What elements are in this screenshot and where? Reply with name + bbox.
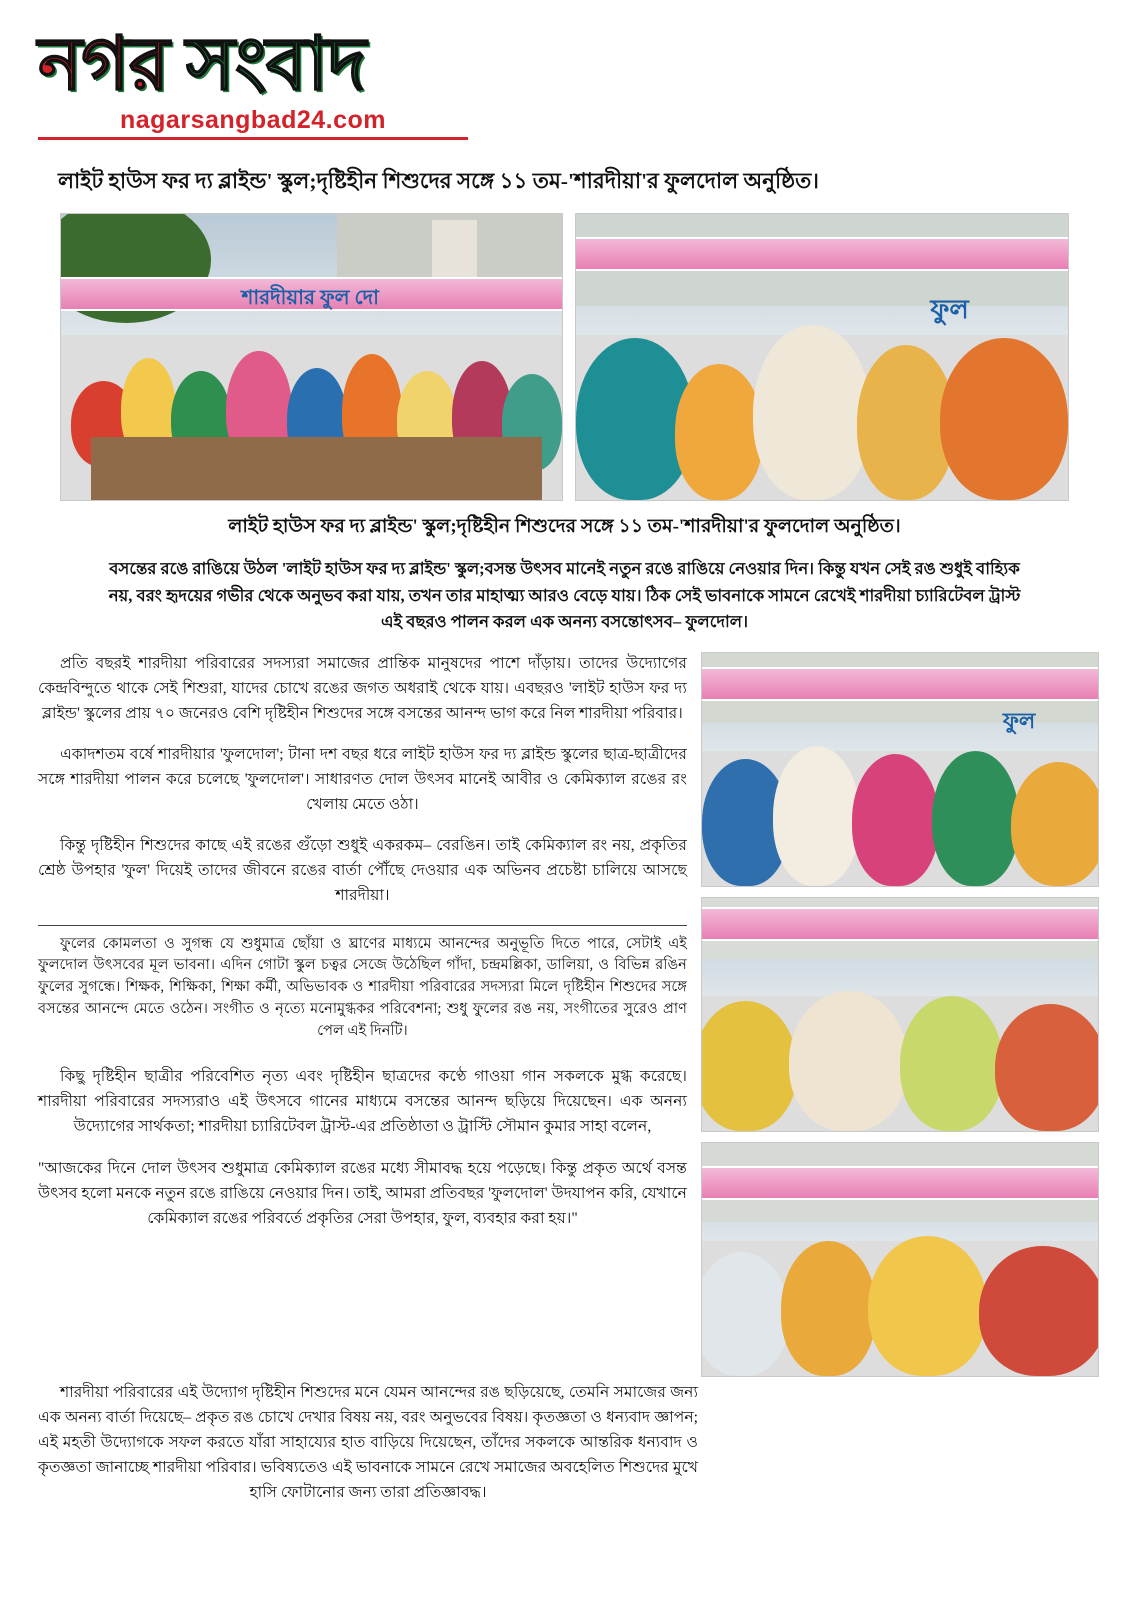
- photo-banner: [576, 237, 1068, 271]
- crowd-figure: [852, 754, 939, 886]
- site-url[interactable]: nagarsangbad24.com: [119, 106, 387, 135]
- masthead: [38, 18, 508, 140]
- photo-crowd: [61, 335, 562, 501]
- photo-crowd: [576, 335, 1068, 501]
- crowd-figure: [979, 1246, 1099, 1376]
- crowd-figure: [773, 746, 860, 887]
- crowd-figure: [789, 991, 908, 1132]
- photo-banner: [702, 667, 1098, 701]
- crowd-figure: [940, 338, 1068, 501]
- paragraph: একাদশতম বর্ষে শারদীয়ার 'ফুলদোল'; টানা দশ বছর ধরে লাইট হাউস ফর দ্য ব্লাইন্ড স্কুলের ছাত্র-ছাত্রীদের সঙ্গে শারদীয়া পালন করে চলেছে 'ফুলদোল'। সাধারণত দোল উৎসব মানেই আবীর ও কেমিক্যাল রঙের রং খেলায় মেতে ওঠা।: [38, 745, 687, 813]
- photo-caption: লাইট হাউস ফর দ্য ব্লাইন্ড' স্কুল;দৃষ্টিহীন শিশুদের সঙ্গে ১১ তম-'শারদীয়া'র ফুলদোল অনুষ্ঠিত।: [228, 516, 901, 538]
- photo-crowd: [702, 751, 1098, 886]
- photo-banner-text: শারদীয়ার ফুল দো: [241, 287, 379, 310]
- section-divider: [38, 925, 687, 926]
- photo-banner: [702, 907, 1098, 941]
- crowd-figure-main: [868, 1236, 987, 1377]
- crowd-figure: [1011, 762, 1099, 886]
- crowd-figure-main: [753, 325, 871, 501]
- crowd-figure: [781, 1241, 876, 1376]
- crowd-ground: [91, 437, 542, 501]
- paragraph: কিন্তু দৃষ্টিহীন শিশুদের কাছে এই রঙের গুঁড়ো শুধুই একরকম– বেরঙিন। তাই কেমিক্যাল রং নয়, প্রকৃতির শ্রেষ্ঠ উপহার 'ফুল' দিয়েই তাদের জীবনে রঙের বার্তা পৌঁছে দেওয়ার এক অভিনব প্রচেষ্টা চালিয়ে আসছে শারদীয়া।: [38, 836, 687, 904]
- crowd-figure: [701, 1252, 789, 1376]
- article-body: [30, 652, 1099, 1377]
- crowd-figure: [932, 751, 1019, 886]
- photo-side-1: [701, 652, 1099, 887]
- closing-text: [38, 1381, 698, 1506]
- pull-quote: "আজকের দিনে দোল উৎসব শুধুমাত্র কেমিক্যাল রঙের মধ্যে সীমাবদ্ধ হয়ে পড়েছে। কিন্তু প্রকৃত অর্থে বসন্ত উৎসব হলো মনকে নতুন রঙে রাঙিয়ে নেওয়ার দিন। তাই, আমরা প্রতিবছর 'ফুলদোল' উদযাপন করি, যেখানে কেমিক্যাল রঙের পরিবর্তে প্রকৃতির সেরা উপহার, ফুল, ব্যবহার করা হয়।": [38, 1159, 687, 1228]
- page-title: লাইট হাউস ফর দ্য ব্লাইন্ড' স্কুল;দৃষ্টিহীন শিশুদের সঙ্গে ১১ তম-'শারদীয়া'র ফুলদোল অনুষ্ঠিত।: [58, 169, 819, 194]
- paragraph: প্রতি বছরই শারদীয়া পরিবারের সদস্যরা সমাজের প্রান্তিক মানুষদের পাশে দাঁড়ায়। তাদের উদ্যোগের কেন্দ্রবিন্দুতে থাকে সেই শিশুরা, যাদের চোখে রঙের জগত অধরাই থেকে যায়। এবছরও 'লাইট হাউস ফর দ্য ব্লাইন্ড' স্কুলের প্রায় ৭০ জনেরও বেশি দৃষ্টিহীন শিশুদের সঙ্গে বসন্তের আনন্দ ভাগ করে নিল শারদীয়া পরিবার।: [38, 655, 687, 722]
- photo-top-right: [575, 213, 1069, 501]
- photo-crowd: [702, 996, 1098, 1131]
- photo-side-3: [701, 1142, 1099, 1377]
- paragraph: ফুলের কোমলতা ও সুগন্ধ যে শুধুমাত্র ছোঁয়া ও ঘ্রাণের মাধ্যমে আনন্দের অনুভূতি দিতে পারে, সেটাই এই ফুলদোল উৎসবের মূল ভাবনা। এদিন গোটা স্কুল চত্বর সেজে উঠেছিল গাঁদা, চন্দ্রমল্লিকা, ডালিয়া, ও বিভিন্ন রঙিন ফুলের সুগন্ধে। শিক্ষক, শিক্ষিকা, শিক্ষা কর্মী, অভিভাবক ও শারদীয়া পরিবারের সদস্যরা মিলে দৃষ্টিহীন শিশুদের সঙ্গে বসন্তের আনন্দে মেতে ওঠেন। সংগীত ও নৃত্যে মনোমুগ্ধকর পরিবেশনা; শুধু ফুলের রঙ নয়, সংগীতের সুরেও প্রাণ পেল এই দিনটি।: [38, 935, 687, 1040]
- crowd-figure: [995, 1004, 1099, 1131]
- photo-banner-text: ফুল: [1002, 708, 1036, 734]
- crowd-figure: [701, 1001, 797, 1131]
- logo-word-2: সংবাদ: [185, 24, 366, 106]
- photo-banner-text: ফুল: [930, 294, 969, 324]
- side-photo-column: [701, 652, 1099, 1377]
- lead-paragraph: বসন্তের রঙে রাঙিয়ে উঠল 'লাইট হাউস ফর দ্য ব্লাইন্ড' স্কুল;বসন্ত উৎসব মানেই নতুন রঙে রাঙিয়ে নেওয়ার দিন। কিন্তু যখন সেই রঙ শুধুই বাহ্যিক নয়, বরং হৃদয়ের গভীর থেকে অনুভব করা যায়, তখন তার মাহাত্ম্য আরও বেড়ে যায়। ঠিক সেই ভাবনাকে সামনে রেখেই শারদীয়া চ্যারিটেবল ট্রাস্ট এই বছরও পালন করল এক অনন্য বসন্তোৎসব– ফুলদোল।: [108, 558, 1021, 632]
- logo-wordmark: [38, 24, 508, 106]
- paragraph: কিছু দৃষ্টিহীন ছাত্রীর পরিবেশিত নৃত্য এবং দৃষ্টিহীন ছাত্রদের কণ্ঠে গাওয়া গান সকলকে মুগ্ধ করেছে। শারদীয়া পরিবারের সদস্যরাও এই উৎসবে গানের মাধ্যমে বসন্তের আনন্দ ছড়িয়ে দিয়েছেন। এক অনন্য উদ্যোগের সার্থকতা; শারদীয়া চ্যারিটেবল ট্রাস্ট-এর প্রতিষ্ঠাতা ও ট্রাস্টি সৌমান কুমার সাহা বলেন,: [38, 1068, 687, 1135]
- top-photo-row: [60, 213, 1069, 501]
- logo-word-1: নগর: [38, 24, 169, 106]
- photo-top-left: [60, 213, 563, 501]
- masthead-divider: [38, 137, 468, 140]
- article-text-column: [30, 652, 687, 1247]
- crowd-figure: [900, 996, 1003, 1131]
- crowd-figure: [675, 364, 763, 500]
- photo-crowd: [702, 1241, 1098, 1376]
- paragraph: শারদীয়া পরিবারের এই উদ্যোগ দৃষ্টিহীন শিশুদের মনে যেমন আনন্দের রঙ ছড়িয়েছে, তেমনি সমাজের জন্য এক অনন্য বার্তা দিয়েছে– প্রকৃত রঙ চোখে দেখার বিষয় নয়, বরং অনুভবের বিষয়। কৃতজ্ঞতা ও ধন্যবাদ জ্ঞাপন; এই মহতী উদ্যোগকে সফল করতে যাঁরা সাহায্যের হাত বাড়িয়ে দিয়েছেন, তাঁদের সকলকে আন্তরিক ধন্যবাদ ও কৃতজ্ঞতা জানাচ্ছে শারদীয়া পরিবার। ভবিষ্যতেও এই ভাবনাকে সামনে রেখে সমাজের অবহেলিত শিশুদের মুখে হাসি ফোটানোর জন্য তারা প্রতিজ্ঞাবদ্ধ।: [38, 1384, 698, 1501]
- photo-banner: [702, 1166, 1098, 1200]
- photo-side-2: [701, 897, 1099, 1132]
